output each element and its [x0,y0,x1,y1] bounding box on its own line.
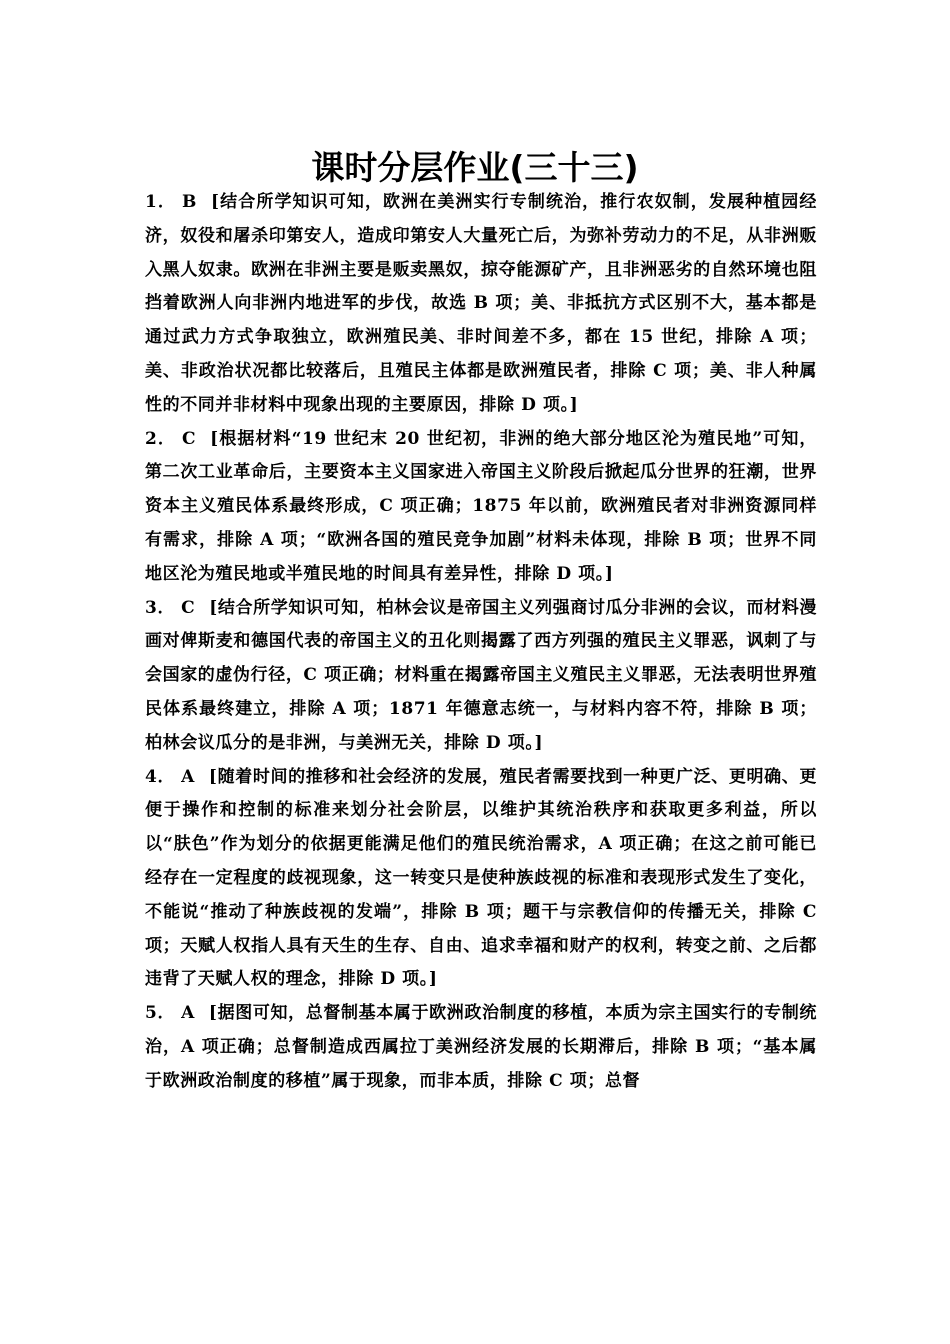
answer-option: B [182,192,197,212]
answer-item [145,186,817,423]
question-number: 3． [145,597,176,618]
answer-list [145,186,817,1099]
page-title: 课时分层作业(三十三) [311,148,639,188]
answer-explanation: [结合所学知识可知，柏林会议是帝国主义列强商讨瓜分非洲的会议，而材料漫画对俾斯麦和德国代表的帝国主义的丑化则揭露了西方列强的殖民主义罪恶，讽刺了与会国家的虚伪行径，C 项正确；材料重在揭露帝国主义殖民主义罪恶，无法表明世界殖民体系最终建立，排除 A 项；1871 年德意志统一，与材料内容不符，排除 B 项；柏林会议瓜分的是非洲，与美洲无关，排除 D 项。] [145,597,817,753]
answer-explanation: [随着时间的推移和社会经济的发展，殖民者需要找到一种更广泛、更明确、更便于操作和控制的标准来划分社会阶层，以维护其统治秩序和获取更多利益，所以以“肤色”作为划分的依据更能满足他们的殖民统治需求，A 项正确；在这之前可能已经存在一定程度的歧视现象，这一转变只是使种族歧视的标准和表现形式发生了变化，不能说“推动了种族歧视的发端”，排除 B 项；题干与宗教信仰的传播无关，排除 C 项；天赋人权指人具有天生的生存、自由、追求幸福和财产的权利，转变之前、之后都违背了天赋人权的理念，排除 D 项。] [145,766,817,990]
answer-item [145,997,817,1098]
question-number: 4． [145,766,176,787]
question-number: 2． [145,428,176,449]
answer-option: C [181,597,196,618]
answer-explanation: [根据材料“19 世纪末 20 世纪初，非洲的绝大部分地区沦为殖民地”可知，第二次工业革命后，主要资本主义国家进入帝国主义阶段后掀起瓜分世界的狂潮，世界资本主义殖民体系最终形成，C 项正确；1875 年以前，欧洲殖民者对非洲资源同样有需求，排除 A 项；“欧洲各国的殖民竞争加剧”材料未体现，排除 B 项；世界不同地区沦为殖民地或半殖民地的时间具有差异性，排除 D 项。] [145,428,818,584]
question-number: 5． [145,1003,176,1024]
answer-item [145,423,817,592]
answer-explanation: [据图可知，总督制基本属于欧洲政治制度的移植，本质为宗主国实行的专制统治，A 项正确；总督制造成西属拉丁美洲经济发展的长期滞后，排除 B 项；“基本属于欧洲政治制度的移植”属于现象，而非本质，排除 C 项；总督 [145,1003,817,1091]
answer-option: A [181,766,195,787]
answer-explanation: [结合所学知识可知，欧洲在美洲实行专制统治，推行农奴制，发展种植园经济，奴役和屠杀印第安人，造成印第安人大量死亡后，为弥补劳动力的不足，从非洲贩入黑人奴隶。欧洲在非洲主要是贩卖黑奴，掠夺能源矿产，且非洲恶劣的自然环境也阻挡着欧洲人向非洲内地进军的步伐，故选 B 项；美、非抵抗方式区别不大，基本都是通过武力方式争取独立，欧洲殖民美、非时间差不多，都在 15 世纪，排除 A 项；美、非政治状况都比较落后，且殖民主体都是欧洲殖民者，排除 C 项；美、非人种属性的不同并非材料中现象出现的主要原因，排除 D 项。] [145,192,817,415]
answer-item [145,592,817,761]
question-number: 1． [145,192,177,212]
answer-option: C [182,428,197,449]
answer-item [145,761,817,998]
answer-option: A [181,1003,195,1024]
